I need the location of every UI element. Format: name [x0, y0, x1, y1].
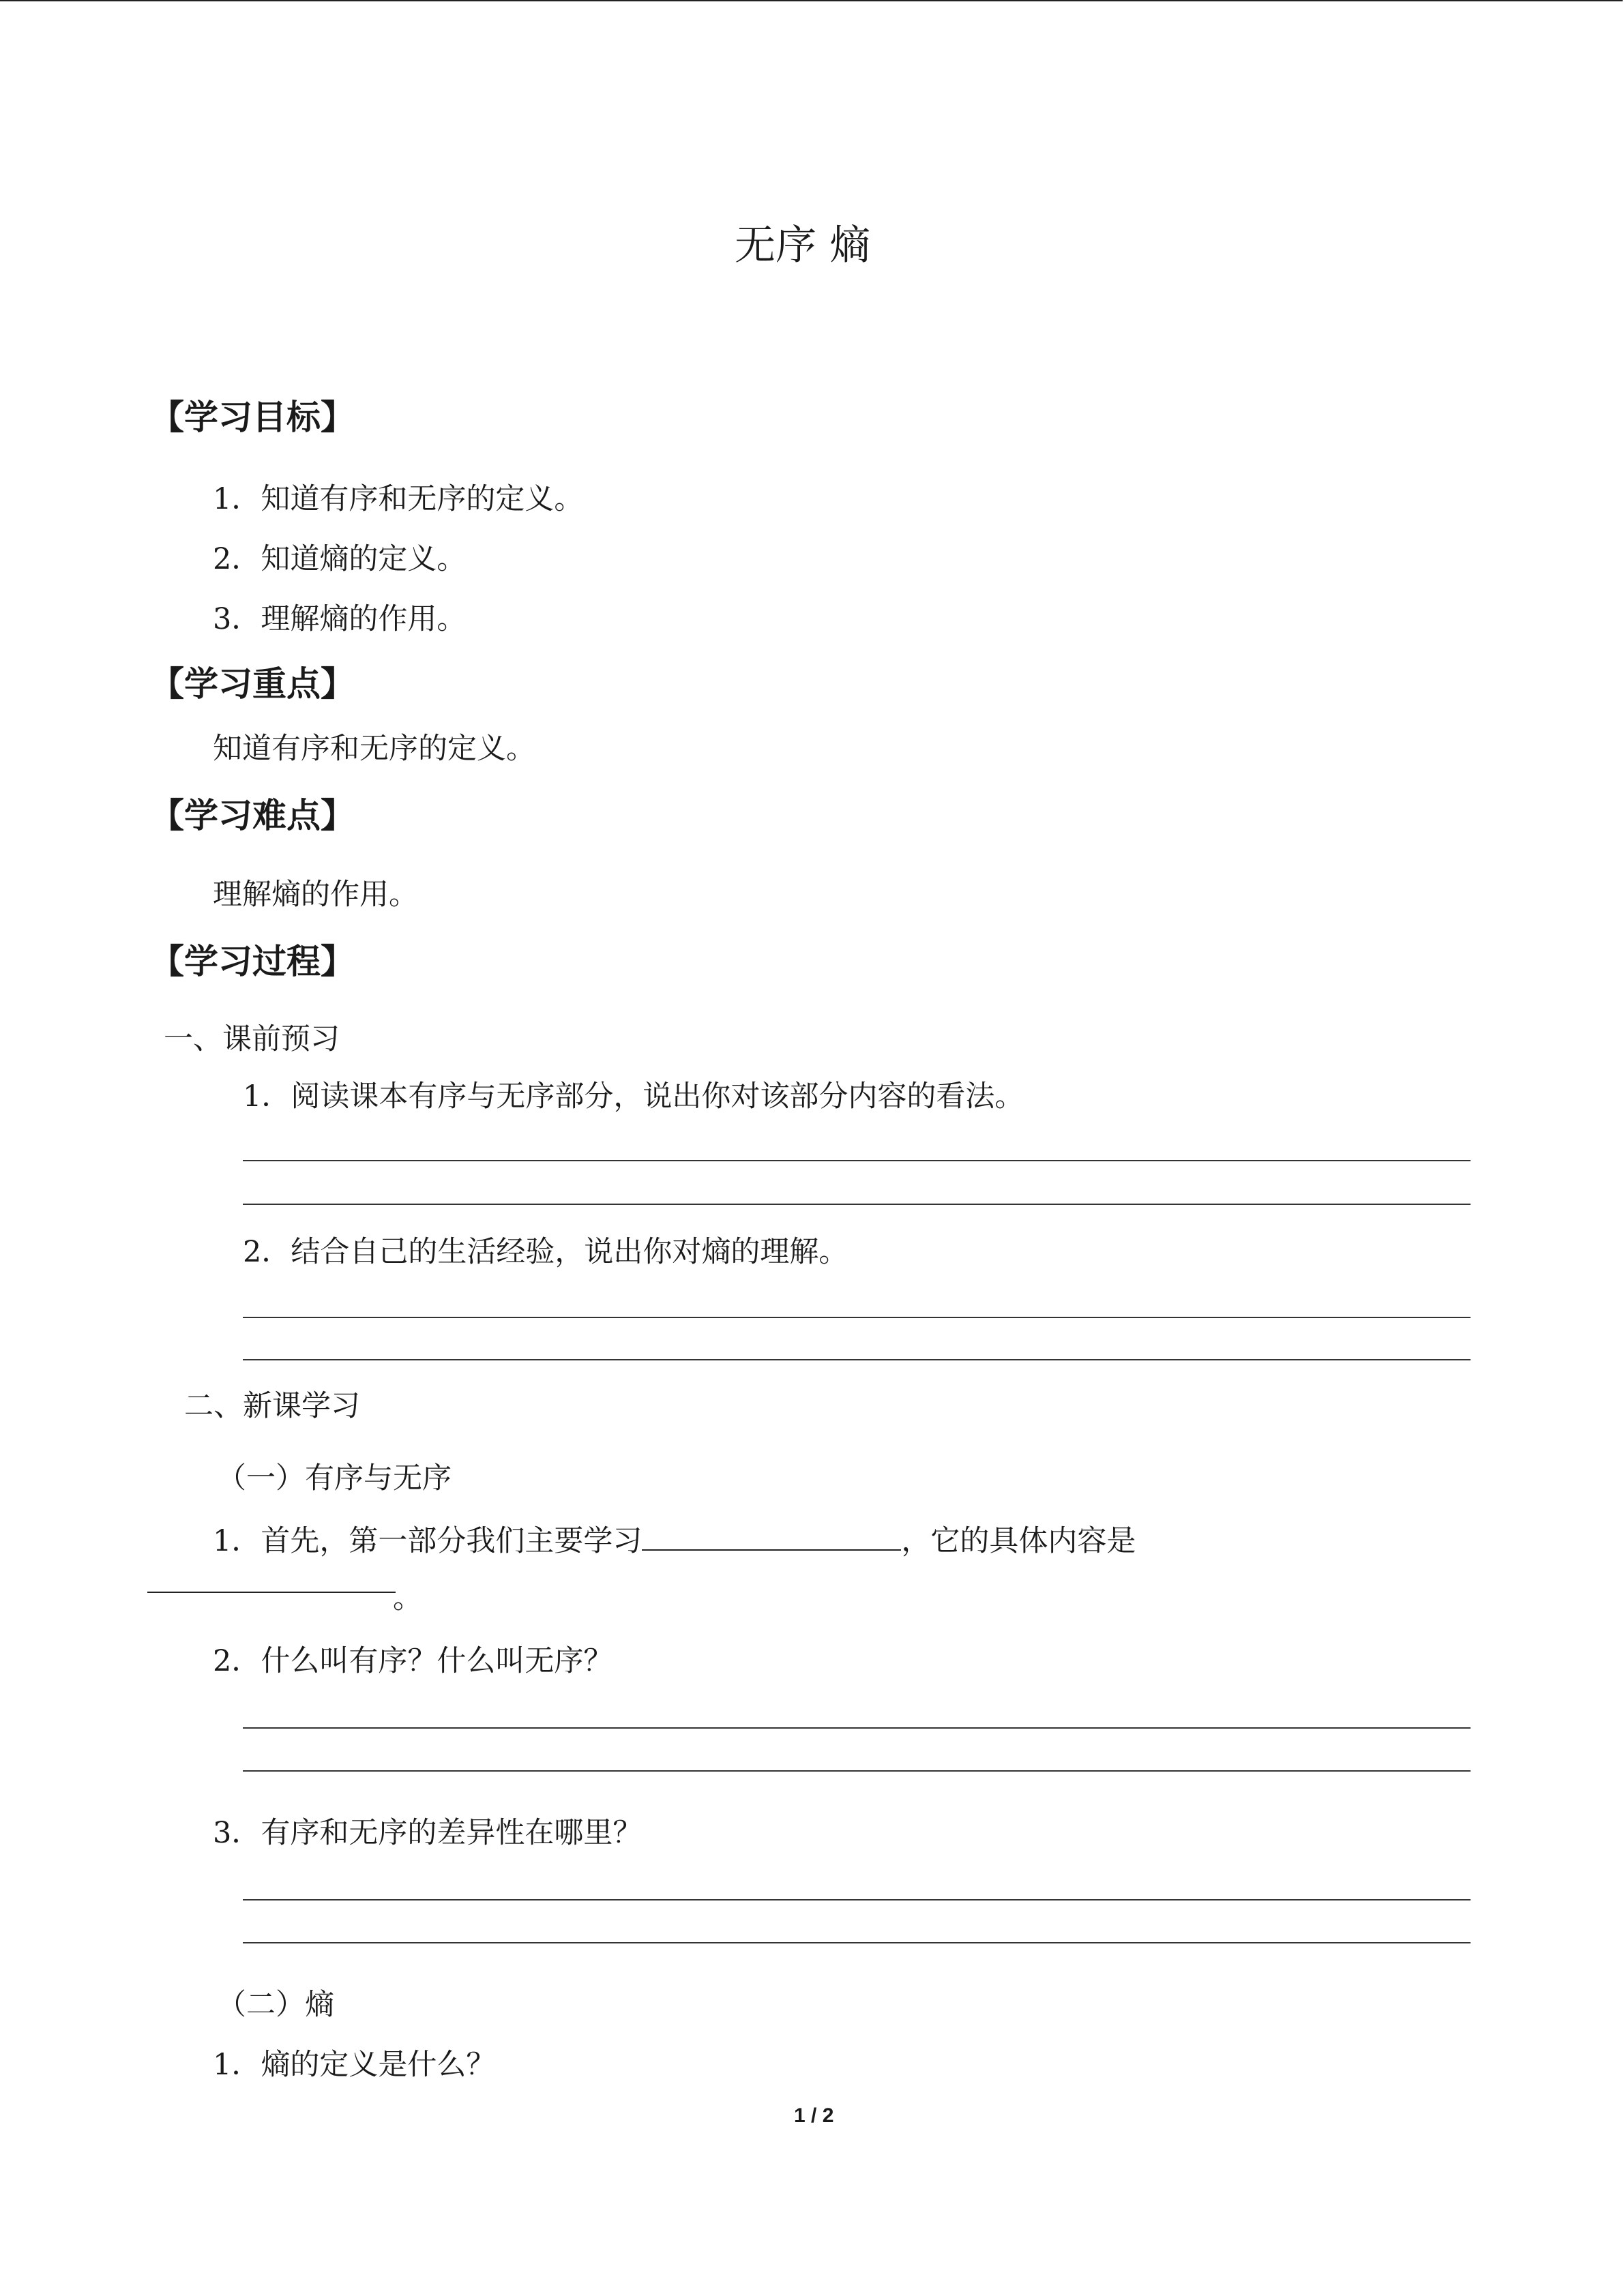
question-1-lead: 1．首先，第一部分我们主要学习 [213, 1524, 643, 1558]
page-number: 1 / 2 [794, 2104, 834, 2127]
preview-question-2: 2．结合自己的生活经验，说出你对熵的理解。 [243, 1235, 848, 1269]
page-top-border [0, 0, 1623, 1]
part2-question-1: 1．熵的定义是什么？ [213, 2048, 496, 2082]
goal-item-2: 2．知道熵的定义。 [213, 542, 467, 576]
goals-heading: 【学习目标】 [150, 398, 355, 437]
answer-line[interactable] [243, 1359, 1471, 1360]
part1-question-1 [213, 1518, 1136, 1560]
question-1-tail: ，它的具体内容是 [901, 1524, 1136, 1558]
part1-heading: （一）有序与无序 [217, 1461, 452, 1495]
difficulties-heading: 【学习难点】 [150, 796, 355, 835]
part1-question-3: 3．有序和无序的差异性在哪里？ [213, 1816, 643, 1850]
answer-line[interactable] [243, 1727, 1471, 1729]
goal-item-1: 1．知道有序和无序的定义。 [213, 482, 584, 516]
answer-line[interactable] [243, 1770, 1471, 1772]
new-lesson-heading: 二、新课学习 [184, 1389, 360, 1423]
key-points-text: 知道有序和无序的定义。 [213, 732, 535, 766]
fill-blank[interactable] [147, 1592, 396, 1593]
goal-item-3: 3．理解熵的作用。 [213, 602, 467, 636]
answer-line[interactable] [243, 1942, 1471, 1943]
difficulties-text: 理解熵的作用。 [213, 878, 418, 912]
answer-line[interactable] [243, 1160, 1471, 1161]
part2-heading: （二）熵 [217, 1988, 334, 2022]
answer-line[interactable] [243, 1317, 1471, 1318]
part1-question-2: 2．什么叫有序？什么叫无序？ [213, 1644, 613, 1678]
key-points-heading: 【学习重点】 [150, 664, 355, 704]
preview-heading: 一、课前预习 [164, 1022, 340, 1056]
fill-blank[interactable] [642, 1518, 901, 1551]
process-heading: 【学习过程】 [150, 942, 355, 981]
preview-question-1: 1．阅读课本有序与无序部分，说出你对该部分内容的看法。 [243, 1079, 1024, 1114]
answer-line[interactable] [243, 1204, 1471, 1205]
document-title: 无序 熵 [735, 222, 871, 269]
answer-line[interactable] [243, 1899, 1471, 1900]
question-1-end: 。 [393, 1581, 422, 1615]
